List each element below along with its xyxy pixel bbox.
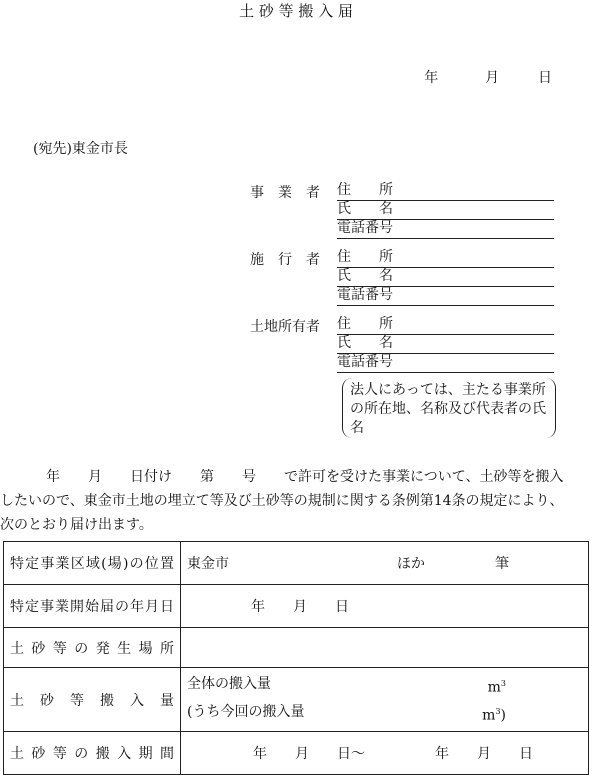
site-location-value[interactable]: 東金市 ほか 筆 bbox=[181, 542, 589, 585]
table-row bbox=[4, 668, 589, 732]
table-row bbox=[4, 732, 589, 775]
contractor-name-field[interactable]: 氏 名 bbox=[337, 268, 554, 287]
total-volume-label: 全体の搬入量 bbox=[187, 675, 271, 692]
table-row bbox=[4, 585, 589, 628]
table-row bbox=[4, 542, 589, 585]
declaration-line-2: したいので、東金市土地の埋立て等及び土砂等の規制に関する条例第14条の規定により、 bbox=[0, 493, 564, 509]
date-month: 月 bbox=[485, 70, 500, 86]
origin-location-value[interactable] bbox=[181, 628, 589, 668]
role-contractor: 施 行 者 bbox=[250, 252, 320, 268]
form-title: 土 砂 等 搬 入 届 bbox=[239, 2, 353, 20]
role-land-owner: 土地所有者 bbox=[250, 319, 320, 335]
total-volume-unit: $m^3$ bbox=[487, 678, 506, 696]
details-table bbox=[3, 541, 589, 775]
business-operator-phone-field[interactable]: 電話番号 bbox=[337, 220, 554, 239]
volume-value[interactable] bbox=[181, 668, 589, 732]
declaration-line-3: 次のとおり届け出ます。 bbox=[0, 517, 153, 533]
period-label: 土砂等の搬入期間 bbox=[4, 732, 181, 775]
submission-date bbox=[424, 67, 552, 87]
current-volume-label: (うち今回の搬入量 bbox=[187, 703, 305, 720]
table-row bbox=[4, 628, 589, 668]
land-owner-name-field[interactable]: 氏 名 bbox=[337, 335, 554, 354]
declaration-paragraph bbox=[0, 465, 592, 537]
role-business-operator: 事 業 者 bbox=[250, 185, 320, 201]
current-volume-unit: $m^3$) bbox=[482, 706, 506, 724]
declaration-line-1: 年 月 日付け 第 号 で許可を受けた事業について、土砂等を搬入 bbox=[46, 469, 564, 485]
land-owner-phone-field[interactable]: 電話番号 bbox=[337, 354, 554, 373]
period-value[interactable]: 年 月 日〜 年 月 日 bbox=[181, 732, 589, 775]
date-day: 日 bbox=[538, 70, 552, 86]
origin-location-label: 土砂等の発生場所 bbox=[4, 628, 181, 668]
start-date-label: 特定事業開始届の年月日 bbox=[4, 585, 181, 628]
contractor-address-field[interactable]: 住 所 bbox=[337, 249, 554, 268]
land-owner-address-field[interactable]: 住 所 bbox=[337, 316, 554, 335]
business-operator-address-field[interactable]: 住 所 bbox=[337, 182, 554, 201]
start-date-value[interactable]: 年 月 日 bbox=[181, 585, 589, 628]
corporate-note: 法人にあっては、主たる事業所の所在地、名称及び代表者の氏名 bbox=[350, 382, 546, 436]
contractor-phone-field[interactable]: 電話番号 bbox=[337, 287, 554, 306]
site-location-label: 特定事業区域(場)の位置 bbox=[4, 542, 181, 585]
business-operator-name-field[interactable]: 氏 名 bbox=[337, 201, 554, 220]
date-year: 年 bbox=[424, 70, 439, 86]
addressee: (宛先)東金市長 bbox=[33, 141, 128, 157]
volume-label: 土 砂 等 搬 入 量 bbox=[4, 668, 181, 732]
